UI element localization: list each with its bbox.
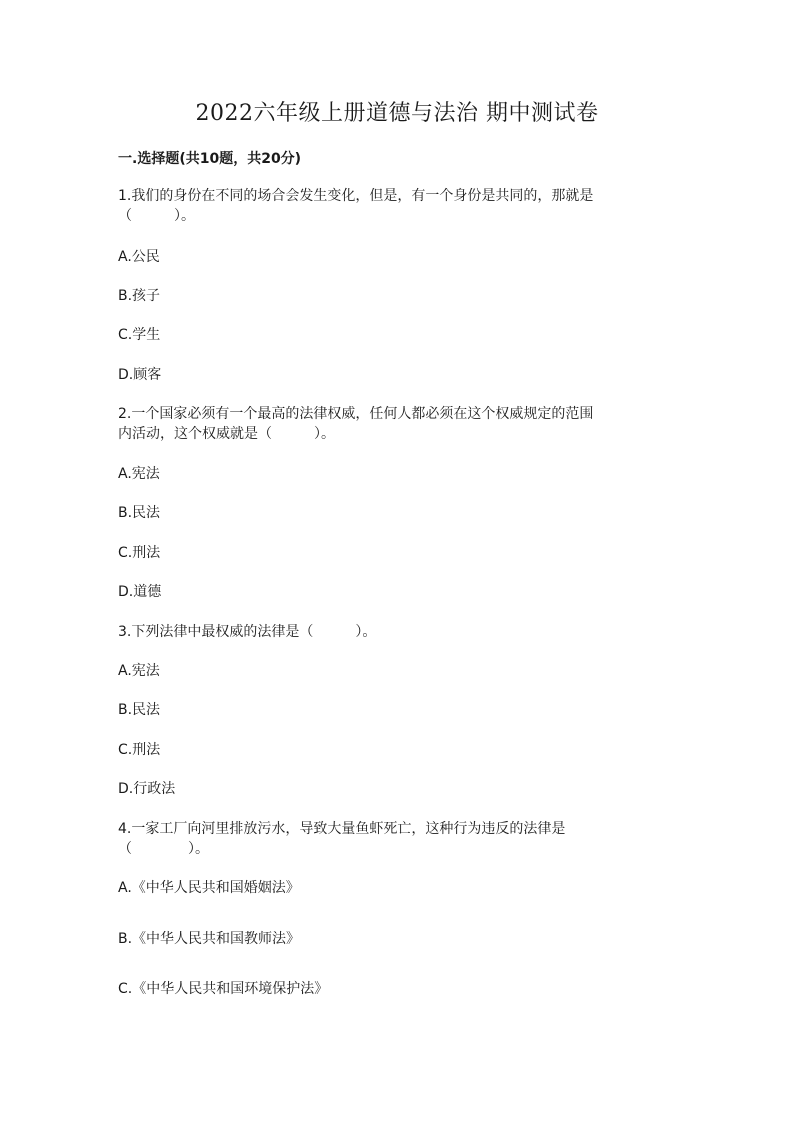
question-1-line-2: （ ）。 <box>118 208 195 224</box>
question-3-option-c: C.刑法 <box>118 742 161 758</box>
question-1-option-c: C.学生 <box>118 327 161 343</box>
question-3-line-1: 3.下列法律中最权威的法律是（ ）。 <box>118 624 377 640</box>
question-3-option-d: D.行政法 <box>118 781 176 797</box>
question-1-option-b: B.孩子 <box>118 288 161 304</box>
question-4-line-2: （ ）。 <box>118 841 209 857</box>
question-2-line-2: 内活动，这个权威就是（ ）。 <box>118 426 335 442</box>
question-1-option-d: D.顾客 <box>118 367 162 383</box>
question-2-line-1: 2.一个国家必须有一个最高的法律权威，任何人都必须在这个权威规定的范围 <box>118 406 594 422</box>
page-title: 2022六年级上册道德与法治 期中测试卷 <box>195 101 599 126</box>
section-heading: 一.选择题(共10题，共20分) <box>118 151 302 167</box>
question-2-option-a: A.宪法 <box>118 466 160 482</box>
question-4-option-b: B.《中华人民共和国教师法》 <box>118 931 301 947</box>
question-4-line-1: 4.一家工厂向河里排放污水，导致大量鱼虾死亡，这种行为违反的法律是 <box>118 821 566 837</box>
question-2-option-c: C.刑法 <box>118 545 161 561</box>
question-2-option-d: D.道德 <box>118 584 162 600</box>
question-3-option-a: A.宪法 <box>118 663 160 679</box>
question-4-option-c: C.《中华人民共和国环境保护法》 <box>118 981 329 997</box>
question-3-option-b: B.民法 <box>118 702 161 718</box>
question-1-option-a: A.公民 <box>118 249 160 265</box>
question-1-line-1: 1.我们的身份在不同的场合会发生变化，但是，有一个身份是共同的，那就是 <box>118 188 594 204</box>
question-2-option-b: B.民法 <box>118 505 161 521</box>
question-4-option-a: A.《中华人民共和国婚姻法》 <box>118 880 300 896</box>
